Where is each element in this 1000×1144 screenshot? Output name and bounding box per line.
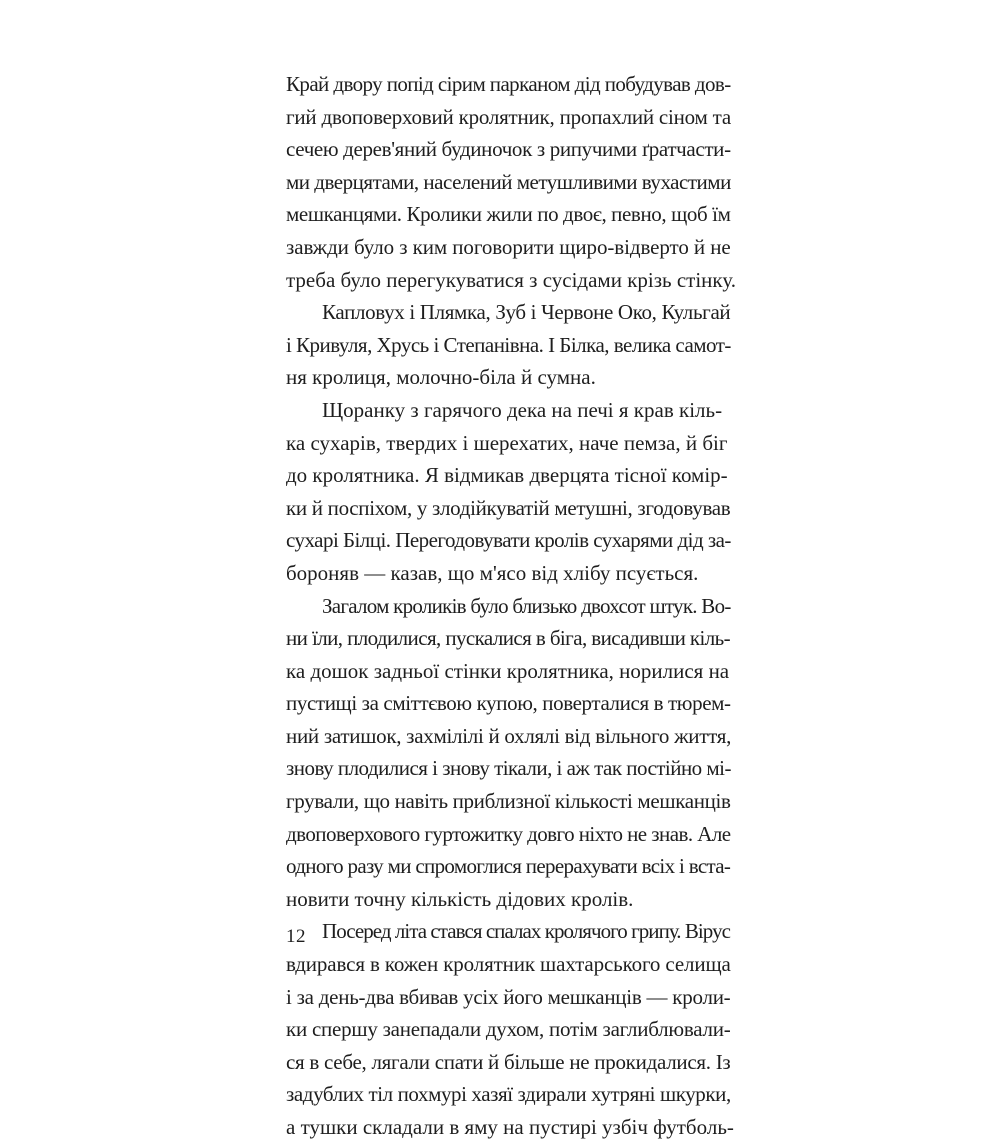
text-line: завжди було з ким поговорити щиро-відверто й не — [286, 234, 731, 259]
text-line: Посеред літа стався спалах кролячого грипу. Вірус — [322, 919, 730, 944]
text-line: гий двоповерховий кролятник, пропахлий сіном та — [286, 104, 731, 129]
text-line: сечею дерев'яний будиночок з рипучими ґратчасти- — [286, 137, 731, 162]
text-line: треба було перегукуватися з сусідами крізь стінку. — [286, 267, 736, 292]
text-line: задублих тіл похмурі хазяї здирали хутряні шкурки, — [286, 1082, 731, 1107]
text-line: і Кривуля, Хрусь і Степанівна. І Білка, велика самот- — [286, 332, 731, 357]
text-line: бороняв — казав, що м'ясо від хлібу псується. — [286, 560, 699, 585]
text-line: ни їли, плодилися, пускалися в біга, висадивши кіль- — [286, 626, 731, 651]
text-line: вдирався в кожен кролятник шахтарського селища — [286, 952, 731, 977]
text-line: ки спершу занепадали духом, потім заглиблювали- — [286, 1017, 731, 1042]
text-line: ний затишок, захмілілі й охлялі від вільного життя, — [286, 723, 732, 748]
text-line: Загалом кроликів було близько двохсот штук. Во- — [322, 593, 731, 618]
text-line: одного разу ми спромоглися перерахувати всіх і вста- — [286, 854, 731, 879]
text-line: ми дверцятами, населений метушливими вухастими — [286, 169, 731, 194]
text-line: Капловух і Плямка, Зуб і Червоне Око, Кульгай — [322, 300, 731, 325]
text-line: сухарі Білці. Перегодовувати кролів сухарями дід за- — [286, 528, 731, 553]
text-line: а тушки складали в яму на пустирі узбіч футболь- — [286, 1115, 734, 1139]
text-line: і за день-два вбивав усіх його мешканців — кроли- — [286, 984, 731, 1009]
text-line: пустищі за сміттєвою купою, поверталися в тюрем- — [286, 691, 731, 716]
text-line: знову плодилися і знову тікали, і аж так постійно мі- — [286, 756, 731, 781]
text-line: до кролятника. Я відмикав дверцята тісної комір- — [286, 463, 728, 488]
text-line: новити точну кількість дідових кролів. — [286, 886, 634, 911]
text-line: ня кролиця, молочно-біла й сумна. — [286, 365, 596, 390]
text-line: ся в себе, лягали спати й більше не прокидалися. Із — [286, 1049, 731, 1074]
text-line: ка дошок задньої стінки кролятника, норилися на — [286, 658, 730, 683]
text-line: Щоранку з гарячого дека на печі я крав кіль- — [322, 397, 723, 422]
page-number: 12 — [286, 926, 306, 947]
text-line: грували, що навіть приблизної кількості мешканців — [286, 789, 731, 814]
text-line: двоповерхового гуртожитку довго ніхто не знав. Але — [286, 821, 731, 846]
text-line: ка сухарів, твердих і шерехатих, наче пемза, й біг — [286, 430, 728, 455]
text-line: ки й поспіхом, у злодійкуватій метушні, згодовував — [286, 495, 731, 520]
body-text — [286, 68, 736, 1144]
text-line: Край двору попід сірим парканом дід побудував дов- — [286, 72, 731, 96]
text-line: мешканцями. Кролики жили по двоє, певно, щоб їм — [286, 202, 731, 227]
